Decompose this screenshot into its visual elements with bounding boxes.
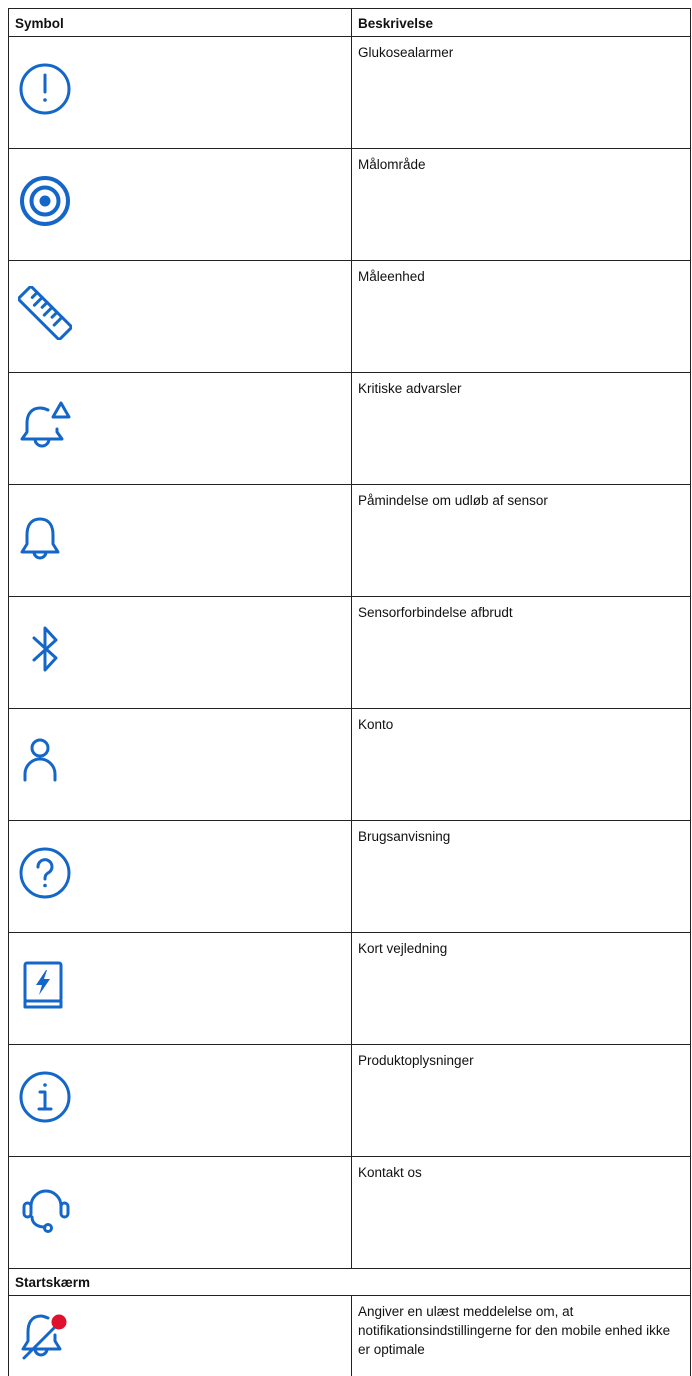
table-row [9, 933, 691, 1045]
description: Sensorforbindelse afbrudt [352, 597, 691, 709]
table-row [9, 1157, 691, 1269]
description: Kontakt os [352, 1157, 691, 1269]
description: Produktoplysninger [352, 1045, 691, 1157]
table-header [9, 9, 691, 37]
bell-warning-icon [18, 398, 72, 452]
description: Målområde [352, 149, 691, 261]
description: Brugsanvisning [352, 821, 691, 933]
symbol-table [8, 8, 691, 1376]
bell-icon [18, 510, 72, 564]
description: Konto [352, 709, 691, 821]
headset-icon [18, 1182, 72, 1236]
table-row [9, 1296, 691, 1376]
section-header-row [9, 1269, 691, 1296]
table-row [9, 261, 691, 373]
description: Angiver en ulæst meddelelse om, at notifikationsindstillingerne for den mobile enhed ikke er optimale [352, 1296, 691, 1376]
description: Kort vejledning [352, 933, 691, 1045]
table-row [9, 709, 691, 821]
target-icon [18, 174, 72, 228]
table-row [9, 1045, 691, 1157]
quick-guide-book-icon [18, 958, 72, 1012]
info-circle-icon [18, 1070, 72, 1124]
alert-circle-icon [18, 62, 72, 116]
table-row [9, 149, 691, 261]
question-circle-icon [18, 846, 72, 900]
description: Glukosealarmer [352, 37, 691, 149]
table-row [9, 485, 691, 597]
table-row [9, 821, 691, 933]
table-row [9, 597, 691, 709]
header-description: Beskrivelse [352, 9, 691, 37]
section-title: Startskærm [9, 1269, 691, 1296]
description: Påmindelse om udløb af sensor [352, 485, 691, 597]
bell-off-badge-icon [18, 1307, 72, 1361]
table-row [9, 37, 691, 149]
description: Kritiske advarsler [352, 373, 691, 485]
user-icon [18, 734, 72, 788]
ruler-icon [18, 286, 72, 340]
bluetooth-icon [18, 622, 72, 676]
table-row [9, 373, 691, 485]
header-symbol: Symbol [9, 9, 352, 37]
description: Måleenhed [352, 261, 691, 373]
